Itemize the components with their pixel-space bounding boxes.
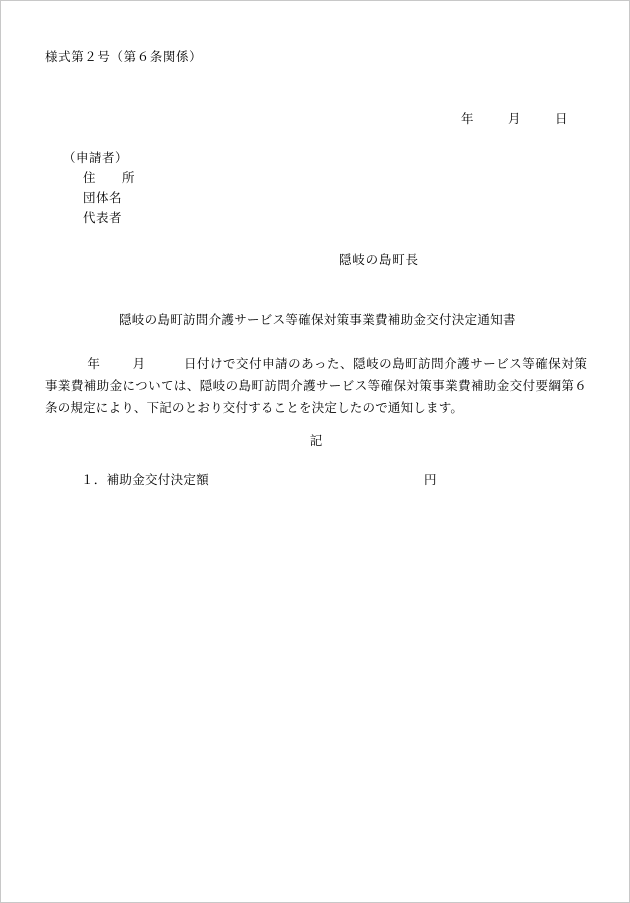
ki-mark: 記 <box>309 434 323 448</box>
applicant-heading: （申請者） <box>63 151 129 165</box>
applicant-block <box>63 148 135 228</box>
applicant-address-label: 住 所 <box>83 171 136 185</box>
item-subsidy-amount <box>81 470 437 488</box>
body-text: 日付けで交付申請のあった、隠岐の島町訪問介護サービス等確保対策事業費補助金については、隠岐の島町訪問介護サービス等確保対策事業費補助金交付要綱第６条の規定により、下記のとおり交付することを決定したので通知します。 <box>45 357 588 415</box>
addressee: 隠岐の島町長 <box>339 253 419 267</box>
applicant-organization-label: 団体名 <box>83 191 123 205</box>
item-label: 補助金交付決定額 <box>106 473 210 487</box>
document-title: 隠岐の島町訪問介護サービス等確保対策事業費補助金交付決定通知書 <box>119 313 516 327</box>
date-line <box>461 109 568 127</box>
date-month-label: 月 <box>508 112 522 126</box>
item-unit: 円 <box>424 473 437 487</box>
item-number: １． <box>81 473 107 487</box>
form-number: 様式第２号（第６条関係） <box>45 50 203 64</box>
date-year-label: 年 <box>461 112 475 126</box>
date-day-label: 日 <box>555 112 569 126</box>
body-month-label: 月 <box>132 357 146 371</box>
body-paragraph <box>45 353 587 419</box>
applicant-representative-label: 代表者 <box>83 211 123 225</box>
body-year-label: 年 <box>87 357 101 371</box>
